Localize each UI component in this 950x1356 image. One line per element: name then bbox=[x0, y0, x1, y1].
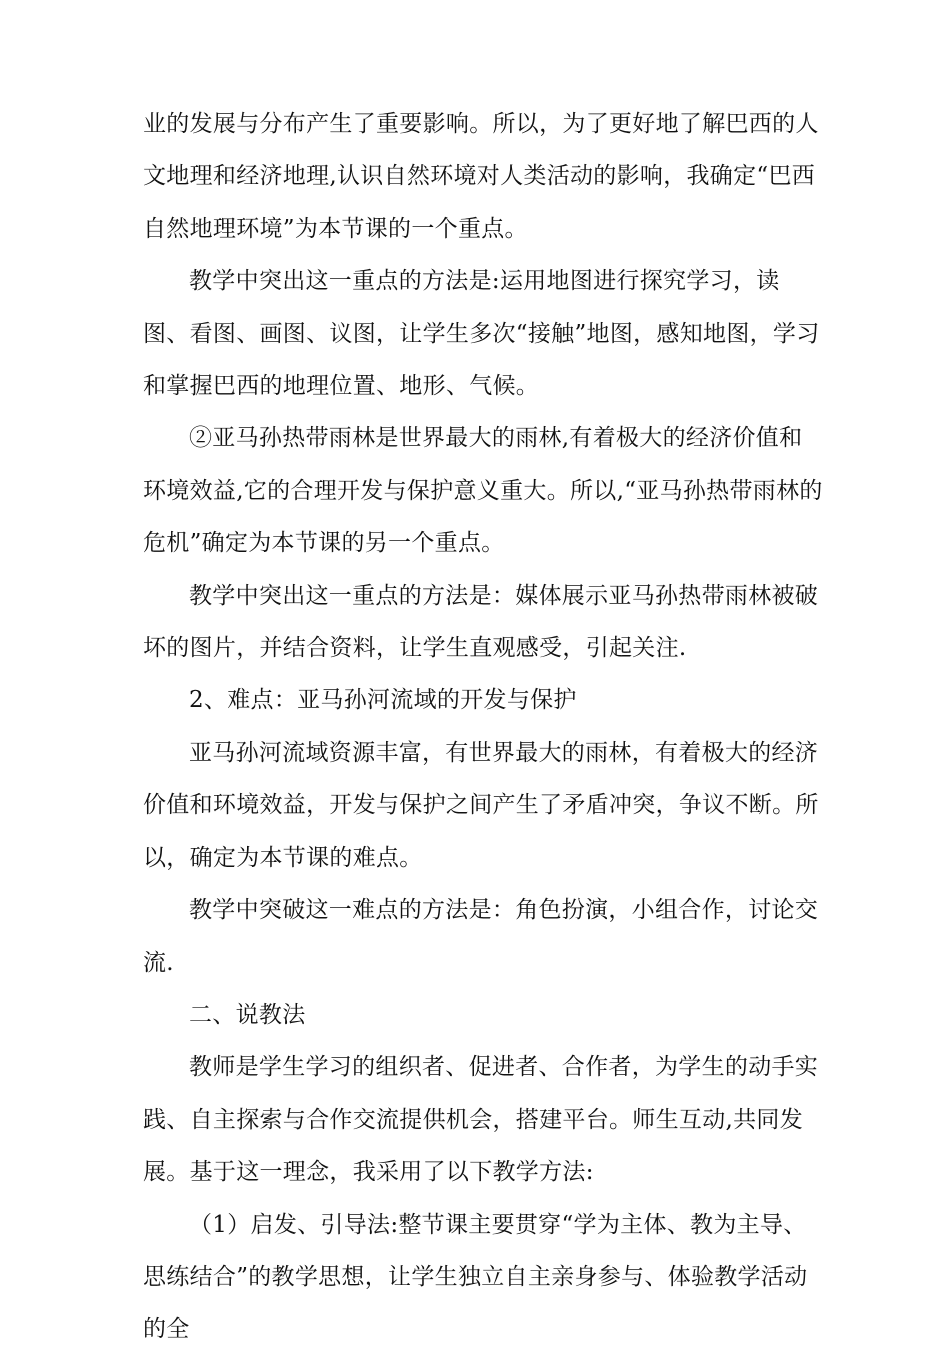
paragraph: 教师是学生学习的组织者、促进者、合作者，为学生的动手实践、自主探索与合作交流提供机会，搭建平台。师生互动,共同发展。基于这一理念，我采用了以下教学方法: bbox=[143, 1054, 819, 1186]
paragraph: （1）启发、引导法:整节课主要贯穿“学为主体、教为主导、思练结合”的教学思想，让学生独立自主亲身参与、体验教学活动的全 bbox=[143, 1211, 808, 1343]
section-subheading: 2、难点：亚马孙河流域的开发与保护 bbox=[189, 687, 577, 714]
paragraph: ②亚马孙热带雨林是世界最大的雨林,有着极大的经济价值和环境效益,它的合理开发与保护意义重大。所以,“亚马孙热带雨林的危机”确定为本节课的另一个重点。 bbox=[143, 425, 823, 557]
paragraph: 教学中突出这一重点的方法是:运用地图进行探究学习，读图、看图、画图、议图，让学生多次“接触”地图，感知地图，学习和掌握巴西的地理位置、地形、气候。 bbox=[143, 268, 820, 400]
paragraph: 亚马孙河流域资源丰富，有世界最大的雨林，有着极大的经济价值和环境效益，开发与保护之间产生了矛盾冲突，争议不断。所以，确定为本节课的难点。 bbox=[143, 739, 819, 871]
paragraph: 业的发展与分布产生了重要影响。所以，为了更好地了解巴西的人文地理和经济地理,认识自然环境对人类活动的影响，我确定“巴西自然地理环境”为本节课的一个重点。 bbox=[143, 111, 819, 242]
paragraph: 教学中突破这一难点的方法是：角色扮演，小组合作，讨论交流. bbox=[143, 897, 819, 976]
paragraph: 教学中突出这一重点的方法是：媒体展示亚马孙热带雨林被破坏的图片，并结合资料，让学生直观感受，引起关注. bbox=[143, 582, 819, 662]
body-text bbox=[143, 98, 823, 1356]
section-heading: 二、说教法 bbox=[189, 1001, 306, 1028]
